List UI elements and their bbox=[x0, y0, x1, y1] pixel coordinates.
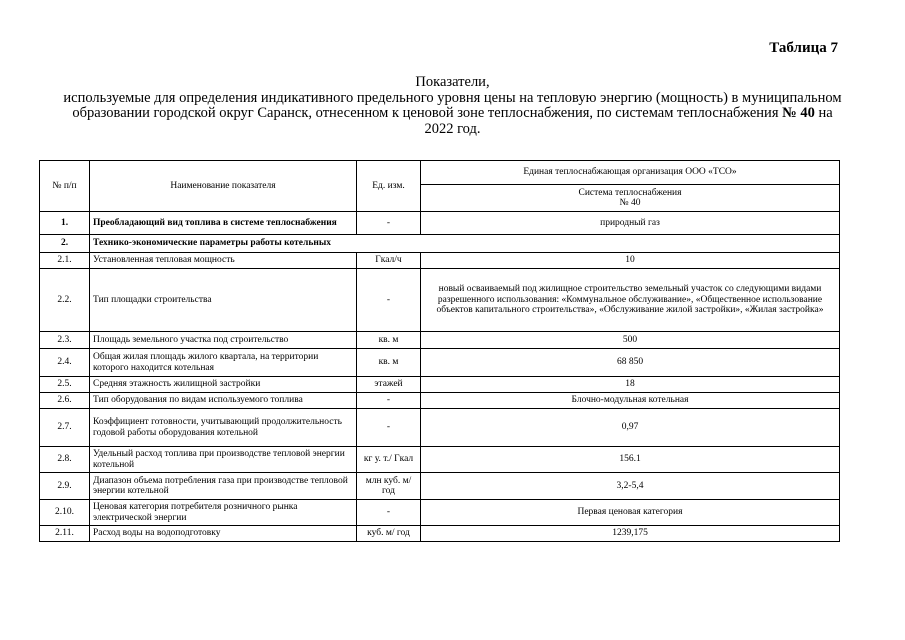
row-unit-cell: этажей bbox=[357, 377, 421, 393]
row-name-cell: Диапазон объема потребления газа при производстве тепловой энергии котельной bbox=[90, 473, 357, 500]
table-row bbox=[40, 409, 840, 447]
row-name-cell: Преобладающий вид топлива в системе теплоснабжения bbox=[90, 212, 357, 235]
row-number-cell: 2.8. bbox=[40, 447, 90, 473]
row-number-cell: 2. bbox=[40, 235, 90, 253]
row-value-cell: 156.1 bbox=[421, 447, 840, 473]
heading-first-line: Показатели, bbox=[415, 74, 490, 90]
row-value-cell: Блочно-модульная котельная bbox=[421, 393, 840, 409]
table-row bbox=[40, 332, 840, 349]
row-value-cell: 3,2-5,4 bbox=[421, 473, 840, 500]
header-organization-cell: Единая теплоснабжающая организация ООО «ТСО» bbox=[421, 161, 840, 185]
table-section-row bbox=[40, 235, 840, 253]
row-number-cell: 2.10. bbox=[40, 500, 90, 526]
row-name-cell: Средняя этажность жилищной застройки bbox=[90, 377, 357, 393]
row-unit-cell: куб. м/ год bbox=[357, 526, 421, 542]
table-row bbox=[40, 349, 840, 377]
row-unit-cell: Гкал/ч bbox=[357, 253, 421, 269]
row-value-cell: новый осваиваемый под жилищное строительство земельный участок со следующими видами разрешенного использования: «Коммунальное обслуживание», «Общественное использование объектов капитального строительства», «Обслуживание жилой застройки», «Жилая застройка» bbox=[421, 269, 840, 332]
header-number-cell: № п/п bbox=[40, 161, 90, 212]
row-name-cell: Расход воды на водоподготовку bbox=[90, 526, 357, 542]
row-unit-cell: млн куб. м/год bbox=[357, 473, 421, 500]
row-unit-cell: - bbox=[357, 500, 421, 526]
row-number-cell: 2.4. bbox=[40, 349, 90, 377]
heading-system-number: № 40 bbox=[782, 105, 815, 121]
table-number-label: Таблица 7 bbox=[769, 40, 838, 56]
row-unit-cell: - bbox=[357, 409, 421, 447]
row-unit-cell: - bbox=[357, 393, 421, 409]
row-number-cell: 2.5. bbox=[40, 377, 90, 393]
table-row bbox=[40, 447, 840, 473]
row-name-cell: Площадь земельного участка под строительство bbox=[90, 332, 357, 349]
row-number-cell: 2.9. bbox=[40, 473, 90, 500]
row-number-cell: 2.1. bbox=[40, 253, 90, 269]
table-row bbox=[40, 473, 840, 500]
row-unit-cell: - bbox=[357, 269, 421, 332]
header-system-label: Система теплоснабжения bbox=[578, 187, 682, 198]
row-unit-cell: кв. м bbox=[357, 332, 421, 349]
heading-body bbox=[60, 91, 845, 138]
row-name-cell: Коэффициент готовности, учитывающий продолжительность годовой работы оборудования котельной bbox=[90, 409, 357, 447]
row-value-cell: 0,97 bbox=[421, 409, 840, 447]
section-title-cell: Технико-экономические параметры работы котельных bbox=[90, 235, 840, 253]
row-unit-cell: - bbox=[357, 212, 421, 235]
row-name-cell: Тип оборудования по видам используемого топлива bbox=[90, 393, 357, 409]
row-number-cell: 2.2. bbox=[40, 269, 90, 332]
table-row bbox=[40, 212, 840, 235]
row-name-cell: Общая жилая площадь жилого квартала, на территории которого находится котельная bbox=[90, 349, 357, 377]
table-row bbox=[40, 269, 840, 332]
row-value-cell: 10 bbox=[421, 253, 840, 269]
row-value-cell: природный газ bbox=[421, 212, 840, 235]
header-system-cell bbox=[421, 185, 840, 212]
header-system-number: № 40 bbox=[619, 198, 641, 208]
table-row bbox=[40, 526, 840, 542]
table-header-row bbox=[40, 161, 840, 185]
row-unit-cell: кв. м bbox=[357, 349, 421, 377]
table-row bbox=[40, 377, 840, 393]
row-value-cell: 18 bbox=[421, 377, 840, 393]
table-row bbox=[40, 500, 840, 526]
row-number-cell: 1. bbox=[40, 212, 90, 235]
table-row bbox=[40, 253, 840, 269]
row-value-cell: 1239,175 bbox=[421, 526, 840, 542]
indicators-table-body bbox=[40, 161, 840, 542]
table-row bbox=[40, 393, 840, 409]
row-value-cell: Первая ценовая категория bbox=[421, 500, 840, 526]
row-number-cell: 2.7. bbox=[40, 409, 90, 447]
header-indicator-name-cell: Наименование показателя bbox=[90, 161, 357, 212]
heading-body-text: используемые для определения индикативного предельного уровня цены на тепловую энергию (мощность) в муниципальном образовании городской округ Саранск, отнесенном к ценовой зоне теплоснабжения, по системам теплоснабжения bbox=[63, 89, 842, 121]
row-number-cell: 2.11. bbox=[40, 526, 90, 542]
row-name-cell: Ценовая категория потребителя розничного рынка электрической энергии bbox=[90, 500, 357, 526]
indicators-table bbox=[39, 160, 840, 542]
row-number-cell: 2.3. bbox=[40, 332, 90, 349]
row-number-cell: 2.6. bbox=[40, 393, 90, 409]
heading-year-text: на 2022 год. bbox=[424, 105, 833, 137]
row-name-cell: Установленная тепловая мощность bbox=[90, 253, 357, 269]
row-value-cell: 500 bbox=[421, 332, 840, 349]
row-value-cell: 68 850 bbox=[421, 349, 840, 377]
row-name-cell: Тип площадки строительства bbox=[90, 269, 357, 332]
row-name-cell: Удельный расход топлива при производстве тепловой энергии котельной bbox=[90, 447, 357, 473]
row-unit-cell: кг у. т./ Гкал bbox=[357, 447, 421, 473]
document-heading bbox=[60, 75, 845, 137]
header-unit-cell: Ед. изм. bbox=[357, 161, 421, 212]
